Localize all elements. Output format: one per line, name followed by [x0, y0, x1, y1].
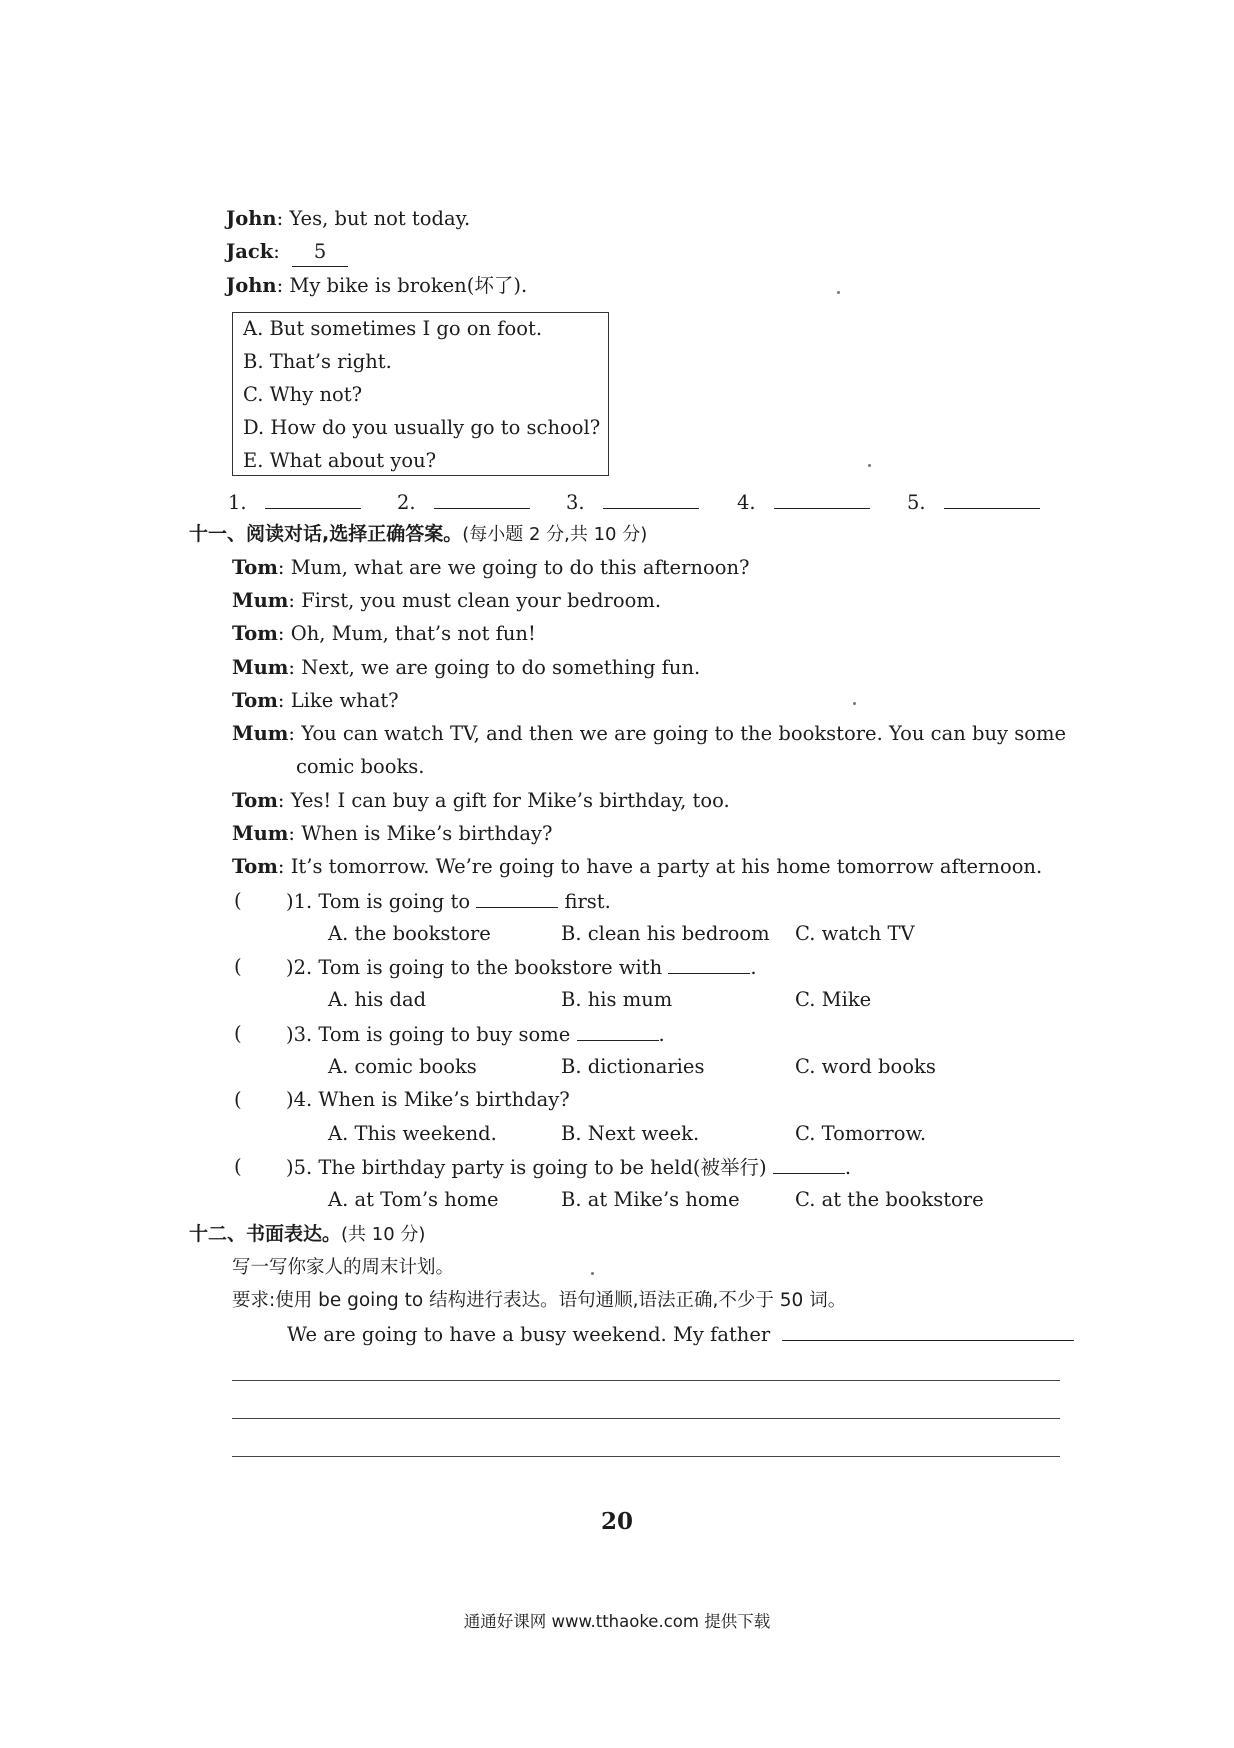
- speaker-name: Mum: [232, 589, 289, 612]
- question-text: The birthday party is going to be held(被举行): [318, 1156, 767, 1179]
- writing-task: 写一写你家人的周末计划。: [232, 1257, 455, 1278]
- speaker-separator: :: [273, 240, 280, 263]
- answer-paren[interactable]: (: [234, 889, 242, 912]
- choice-a[interactable]: A. the bookstore: [328, 922, 491, 945]
- speaker-name: Mum: [232, 822, 289, 845]
- answer-blank[interactable]: [944, 488, 1040, 509]
- speaker-name: Tom: [232, 789, 278, 812]
- question-blank[interactable]: [668, 953, 750, 974]
- question-4: [286, 1086, 570, 1114]
- scan-speck: [837, 291, 840, 294]
- dialogue-text: Yes, but not today.: [289, 207, 471, 230]
- speaker-separator: :: [276, 207, 284, 230]
- dialogue-line: [226, 205, 470, 233]
- speaker-name: Tom: [232, 855, 278, 878]
- dialogue-line: Tom: It’s tomorrow. We’re going to have a party at his home tomorrow afternoon.: [232, 855, 1043, 878]
- choice-a[interactable]: A. comic books: [328, 1055, 477, 1078]
- section-12-heading: [189, 1220, 425, 1249]
- dialogue-line: [226, 238, 348, 267]
- question-5: [286, 1153, 851, 1182]
- question-text-end: .: [750, 956, 757, 979]
- dialogue-text: Mum, what are we going to do this afternoon?: [290, 556, 750, 579]
- speaker-name: John: [226, 207, 277, 230]
- question-number: )5.: [286, 1156, 313, 1179]
- question-text-end: first.: [564, 890, 611, 913]
- page-number: 20: [600, 1508, 633, 1535]
- question-text: When is Mike’s birthday?: [318, 1088, 570, 1111]
- question-3: [286, 1020, 665, 1049]
- writing-line[interactable]: [232, 1418, 1060, 1419]
- scan-speck: [591, 1272, 594, 1275]
- scan-speck: [853, 702, 856, 705]
- section-points: (共 10 分): [341, 1224, 426, 1245]
- section-title: 十二、书面表达。: [189, 1223, 342, 1245]
- choice-b[interactable]: B. at Mike’s home: [561, 1188, 740, 1211]
- dialogue-line: Tom: Mum, what are we going to do this afternoon?: [232, 556, 750, 579]
- answer-slot: [397, 488, 530, 517]
- writing-line[interactable]: [232, 1456, 1060, 1457]
- question-text: Tom is going to the bookstore with: [318, 956, 663, 979]
- choice-a[interactable]: A. This weekend.: [328, 1122, 497, 1145]
- answer-slot: [737, 488, 870, 517]
- answer-blank[interactable]: [434, 488, 530, 509]
- answer-slot: [566, 488, 699, 517]
- choice-c[interactable]: C. Mike: [795, 988, 872, 1011]
- dialogue-text: When is Mike’s birthday?: [301, 822, 553, 845]
- answer-paren[interactable]: (: [234, 955, 242, 978]
- option-item: E. What about you?: [243, 449, 437, 472]
- question-text: Tom is going to buy some: [318, 1023, 571, 1046]
- section-11-heading: [189, 520, 647, 549]
- question-blank[interactable]: [773, 1153, 845, 1174]
- scan-speck: [868, 464, 871, 467]
- answer-number: 1.: [228, 491, 247, 514]
- question-1: [286, 887, 611, 916]
- choice-c[interactable]: C. at the bookstore: [795, 1188, 984, 1211]
- footer-credit: 通通好课网 www.tthaoke.com 提供下载: [463, 1612, 771, 1631]
- speaker-name: Mum: [232, 656, 289, 679]
- answer-blank: [292, 238, 348, 267]
- question-blank[interactable]: [577, 1020, 659, 1041]
- question-text: Tom is going to: [318, 890, 471, 913]
- dialogue-line: Tom: Oh, Mum, that’s not fun!: [232, 622, 536, 645]
- dialogue-line: [226, 272, 527, 300]
- options-box: [232, 312, 609, 476]
- speaker-name: Tom: [232, 556, 278, 579]
- answer-paren[interactable]: (: [234, 1022, 242, 1045]
- answer-slot: [228, 488, 361, 517]
- speaker-name: Tom: [232, 622, 278, 645]
- question-text-end: .: [844, 1156, 852, 1179]
- dialogue-line: Tom: Like what?: [232, 689, 399, 712]
- speaker-separator: :: [276, 274, 284, 297]
- question-blank[interactable]: [476, 887, 558, 908]
- question-number: )4.: [286, 1088, 313, 1111]
- question-number: )3.: [286, 1023, 313, 1046]
- dialogue-text: Next, we are going to do something fun.: [301, 656, 701, 679]
- writing-requirement: 要求:使用 be going to 结构进行表达。语句通顺,语法正确,不少于 50 词。: [232, 1290, 847, 1311]
- answer-number: 2.: [397, 491, 416, 514]
- dialogue-text: Yes! I can buy a gift for Mike’s birthday, too.: [290, 789, 730, 812]
- answer-number: 4.: [737, 491, 756, 514]
- question-number: )1.: [286, 890, 313, 913]
- option-item: D. How do you usually go to school?: [243, 416, 601, 439]
- section-title: 十一、阅读对话,选择正确答案。: [189, 523, 463, 545]
- answer-blank[interactable]: [774, 488, 870, 509]
- writing-starter-line: [287, 1320, 1074, 1349]
- option-item: A. But sometimes I go on foot.: [243, 317, 543, 340]
- speaker-name: Mum: [232, 722, 289, 745]
- dialogue-text: My bike is broken(坏了).: [289, 274, 528, 297]
- dialogue-text: It’s tomorrow. We’re going to have a party at his home tomorrow afternoon.: [290, 855, 1043, 878]
- writing-blank[interactable]: [782, 1320, 1074, 1341]
- dialogue-line: Mum: Next, we are going to do something fun.: [232, 656, 701, 679]
- choice-b[interactable]: B. dictionaries: [561, 1055, 705, 1078]
- section-points: (每小题 2 分,共 10 分): [462, 524, 648, 545]
- dialogue-text: Oh, Mum, that’s not fun!: [290, 622, 536, 645]
- answer-number: 3.: [566, 491, 585, 514]
- question-text-end: .: [658, 1023, 665, 1046]
- choice-b[interactable]: B. his mum: [561, 988, 673, 1011]
- choice-a[interactable]: A. his dad: [328, 988, 427, 1011]
- option-item: C. Why not?: [243, 383, 363, 406]
- writing-starter: We are going to have a busy weekend. My father: [287, 1323, 771, 1346]
- choice-c[interactable]: C. watch TV: [795, 922, 915, 945]
- answer-slot: [907, 488, 1040, 517]
- dialogue-continuation: comic books.: [296, 755, 425, 778]
- choice-c[interactable]: C. word books: [795, 1055, 936, 1078]
- option-item: B. That’s right.: [243, 350, 392, 373]
- dialogue-text: You can watch TV, and then we are going to the bookstore. You can buy some: [301, 722, 1066, 745]
- answer-blank[interactable]: [265, 488, 361, 509]
- dialogue-text: Like what?: [290, 689, 399, 712]
- dialogue-line: Mum: First, you must clean your bedroom.: [232, 589, 662, 612]
- dialogue-line: Mum: You can watch TV, and then we are going to the bookstore. You can buy some: [232, 722, 1066, 745]
- dialogue-text: First, you must clean your bedroom.: [301, 589, 662, 612]
- dialogue-line: Mum: When is Mike’s birthday?: [232, 822, 553, 845]
- speaker-name: Tom: [232, 689, 278, 712]
- speaker-name: John: [226, 274, 277, 297]
- question-number: )2.: [286, 956, 313, 979]
- dialogue-line: Tom: Yes! I can buy a gift for Mike’s birthday, too.: [232, 789, 730, 812]
- choice-c[interactable]: C. Tomorrow.: [795, 1122, 927, 1145]
- speaker-name: Jack: [226, 240, 274, 263]
- choice-b[interactable]: B. Next week.: [561, 1122, 700, 1145]
- writing-line[interactable]: [232, 1380, 1060, 1381]
- choice-a[interactable]: A. at Tom’s home: [328, 1188, 499, 1211]
- answer-paren[interactable]: (: [234, 1088, 242, 1111]
- answer-number: 5.: [907, 491, 926, 514]
- answer-paren[interactable]: (: [234, 1155, 242, 1178]
- choice-b[interactable]: B. clean his bedroom: [561, 922, 770, 945]
- answer-blank[interactable]: [603, 488, 699, 509]
- blank-number: 5: [313, 240, 327, 263]
- question-2: [286, 953, 757, 982]
